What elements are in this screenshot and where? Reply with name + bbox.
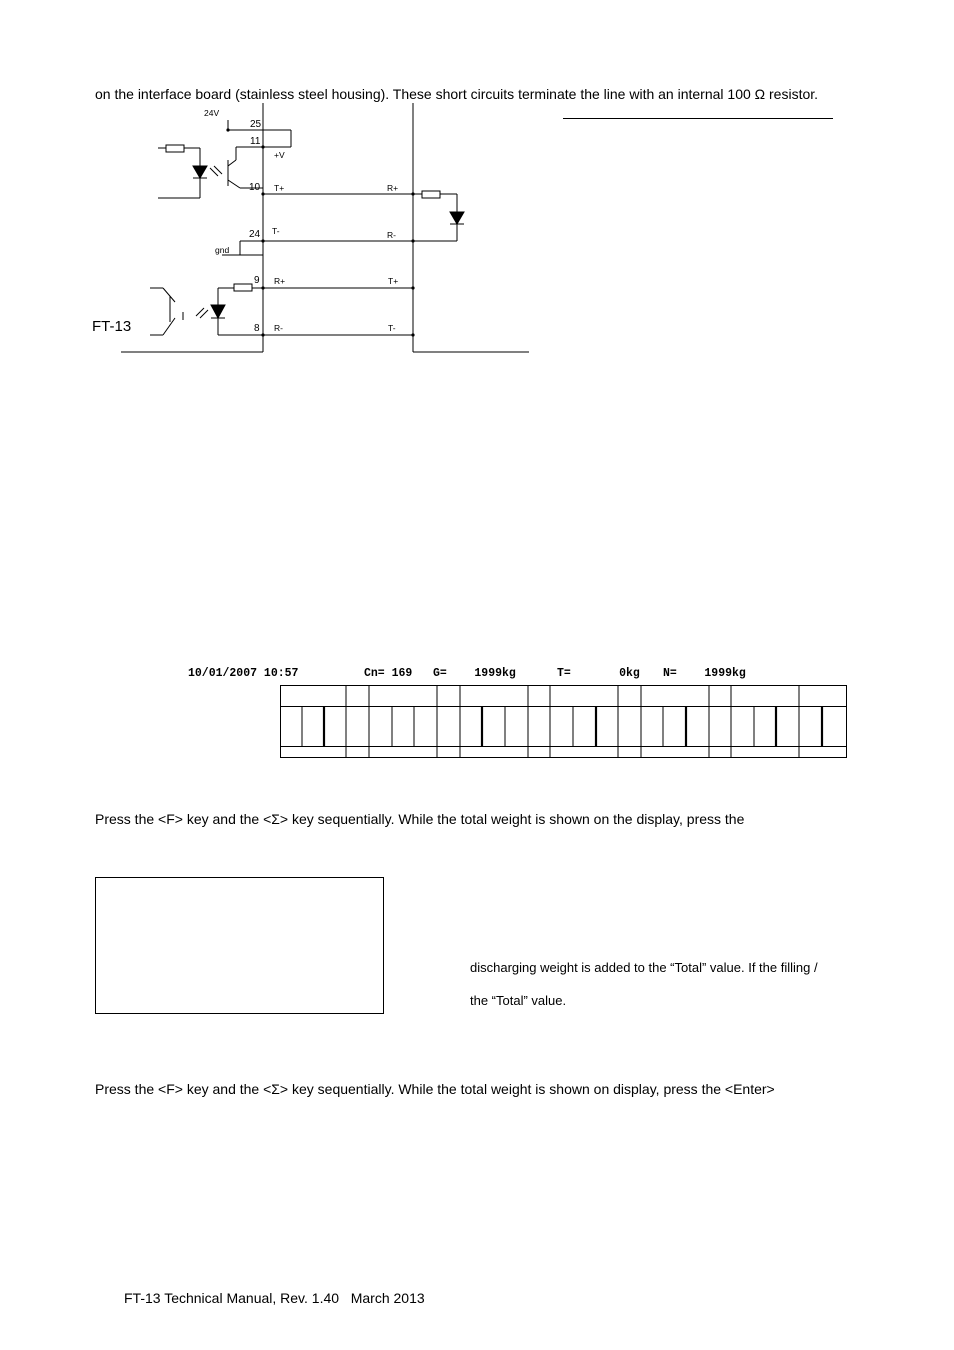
printout-cn: Cn= 169 (364, 667, 413, 680)
printout-net: N= 1999kg (663, 667, 746, 680)
rs485-circuit-diagram (0, 0, 954, 370)
intro-text: on the interface board (stainless steel housing). These short circuits terminate the line with an internal 100 Ω resistor. (95, 86, 819, 102)
tminus-left-label: T- (272, 226, 280, 236)
side-text-line-1: discharging weight is added to the “Total” value. If the filling / (470, 960, 818, 975)
pin-9: 9 (254, 275, 260, 286)
printout-tare: T= 0kg (557, 667, 640, 680)
page-footer: FT-13 Technical Manual, Rev. 1.40 March 2013 (124, 1290, 425, 1306)
tminus-right-label: T- (388, 323, 396, 333)
printout-gross: G= 1999kg (433, 667, 516, 680)
tplus-right-label: T+ (388, 276, 399, 286)
rplus-left-label: R+ (274, 276, 286, 286)
printout-datetime: 10/01/2007 10:57 (188, 667, 299, 680)
pin-25: 25 (250, 119, 262, 130)
rminus-right-label: R- (387, 230, 396, 240)
pin-10: 10 (249, 182, 261, 193)
rplus-right-label: R+ (387, 183, 399, 193)
rminus-left-label: R- (274, 323, 283, 333)
side-text-line-2: the “Total” value. (470, 993, 567, 1008)
printout-character-grid (279, 684, 849, 760)
vplus-label: +V (274, 150, 285, 160)
display-box (95, 877, 384, 1014)
supply-label: 24V (204, 108, 220, 118)
device-label: FT-13 (92, 318, 132, 335)
pin-24: 24 (249, 229, 261, 240)
gnd-label: gnd (215, 245, 230, 255)
pin-11: 11 (250, 136, 261, 147)
pin-8: 8 (254, 323, 260, 334)
paragraph-total-enter: Press the <F> key and the <Σ> key sequentially. While the total weight is shown on display, press the <Enter> (95, 1081, 775, 1097)
paragraph-total-reset: Press the <F> key and the <Σ> key sequentially. While the total weight is shown on the display, press the (95, 811, 745, 827)
tplus-left-label: T+ (274, 183, 285, 193)
